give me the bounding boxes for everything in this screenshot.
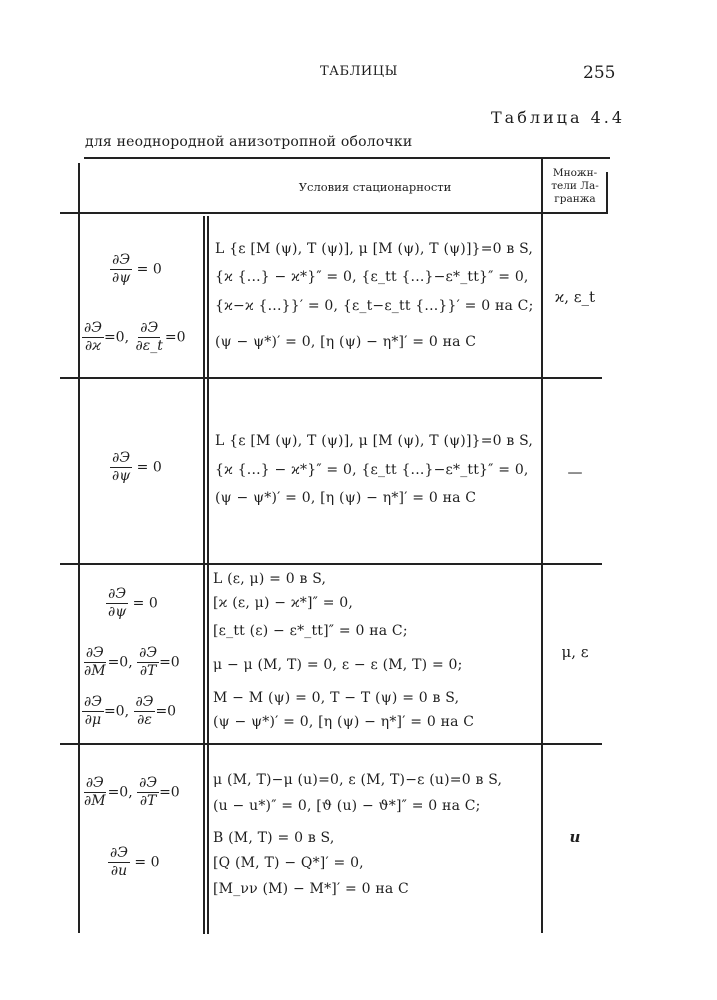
equation-line: (u − u*)″ = 0, [ϑ (u) − ϑ*]″ = 0 на C; bbox=[213, 798, 481, 814]
stationarity-derivative: $\frac{\partial Э}{\partial\mu}$ =0, $\frac{\partial Э}{\partial\varepsilon}$ =0 bbox=[84, 694, 177, 728]
equation-line: [ε_tt (ε) − ε*_tt]″ = 0 на C; bbox=[213, 623, 408, 639]
equation-line: (ψ − ψ*)′ = 0, [η (ψ) − η*]′ = 0 на C bbox=[213, 714, 475, 730]
equation-line: B (M, T) = 0 в S, bbox=[213, 830, 335, 846]
page-number: 255 bbox=[583, 63, 616, 83]
equation-line: [Q (M, T) − Q*]′ = 0, bbox=[213, 855, 364, 871]
stationarity-derivative: $\frac{\partial Э}{\partial\psi}$ = 0 bbox=[108, 586, 158, 620]
equation-line: L {ε [M (ψ), T (ψ)], μ [M (ψ), T (ψ)]}=0 в S, bbox=[215, 241, 534, 257]
equation-line: μ (M, T)−μ (u)=0, ε (M, T)−ε (u)=0 в S, bbox=[213, 772, 503, 788]
equation-line: μ − μ (M, T) = 0, ε − ε (M, T) = 0; bbox=[213, 657, 463, 673]
stationarity-derivative: $\frac{\partial Э}{\partial u}$ = 0 bbox=[110, 845, 160, 879]
running-header: ТАБЛИЦЫ bbox=[320, 64, 398, 79]
stationarity-derivative: $\frac{\partial Э}{\partial\psi}$ = 0 bbox=[112, 252, 162, 286]
lagrange-multiplier: — bbox=[567, 463, 583, 481]
equation-line: L (ε, μ) = 0 в S, bbox=[213, 571, 327, 587]
multipliers-column-header: Множн- тели Ла- гранжа bbox=[551, 167, 599, 205]
conditions-column-header: Условия стационарности bbox=[298, 180, 452, 194]
equation-line: {ϰ−ϰ {...}}′ = 0, {ε_t−ε_tt {...}}′ = 0 на C; bbox=[215, 298, 534, 314]
table-caption: для неоднородной анизотропной оболочки bbox=[85, 134, 413, 150]
equation-line: [M_νν (M) − M*]′ = 0 на C bbox=[213, 881, 409, 897]
lagrange-multiplier: μ, ε bbox=[561, 643, 589, 661]
equation-line: (ψ − ψ*)′ = 0, [η (ψ) − η*]′ = 0 на C bbox=[215, 490, 477, 506]
equation-line: M − M (ψ) = 0, T − T (ψ) = 0 в S, bbox=[213, 690, 460, 706]
equation-line: L {ε [M (ψ), T (ψ)], μ [M (ψ), T (ψ)]}=0 в S, bbox=[215, 433, 534, 449]
lagrange-multiplier: ϰ, ε_t bbox=[554, 288, 596, 306]
stationarity-derivative: $\frac{\partial Э}{\partial\psi}$ = 0 bbox=[112, 450, 162, 484]
stationarity-derivative: $\frac{\partial Э}{\partial ϰ}$ =0, $\frac{\partial Э}{\partial\varepsilon\_t}$ =0 bbox=[84, 320, 186, 354]
equation-line: {ϰ {...} − ϰ*}″ = 0, {ε_tt {...}−ε*_tt}″ = 0, bbox=[215, 462, 529, 478]
equation-line: {ϰ {...} − ϰ*}″ = 0, {ε_tt {...}−ε*_tt}″ = 0, bbox=[215, 269, 529, 285]
lagrange-multiplier: u bbox=[569, 828, 581, 846]
stationarity-derivative: $\frac{\partial Э}{\partial M}$ =0, $\frac{\partial Э}{\partial T}$ =0 bbox=[84, 645, 180, 679]
stationarity-derivative: $\frac{\partial Э}{\partial M}$ =0, $\frac{\partial Э}{\partial T}$ =0 bbox=[84, 775, 180, 809]
equation-line: (ψ − ψ*)′ = 0, [η (ψ) − η*]′ = 0 на C bbox=[215, 334, 477, 350]
equation-line: [ϰ (ε, μ) − ϰ*]″ = 0, bbox=[213, 595, 354, 611]
table-label: Таблица 4.4 bbox=[491, 108, 626, 127]
